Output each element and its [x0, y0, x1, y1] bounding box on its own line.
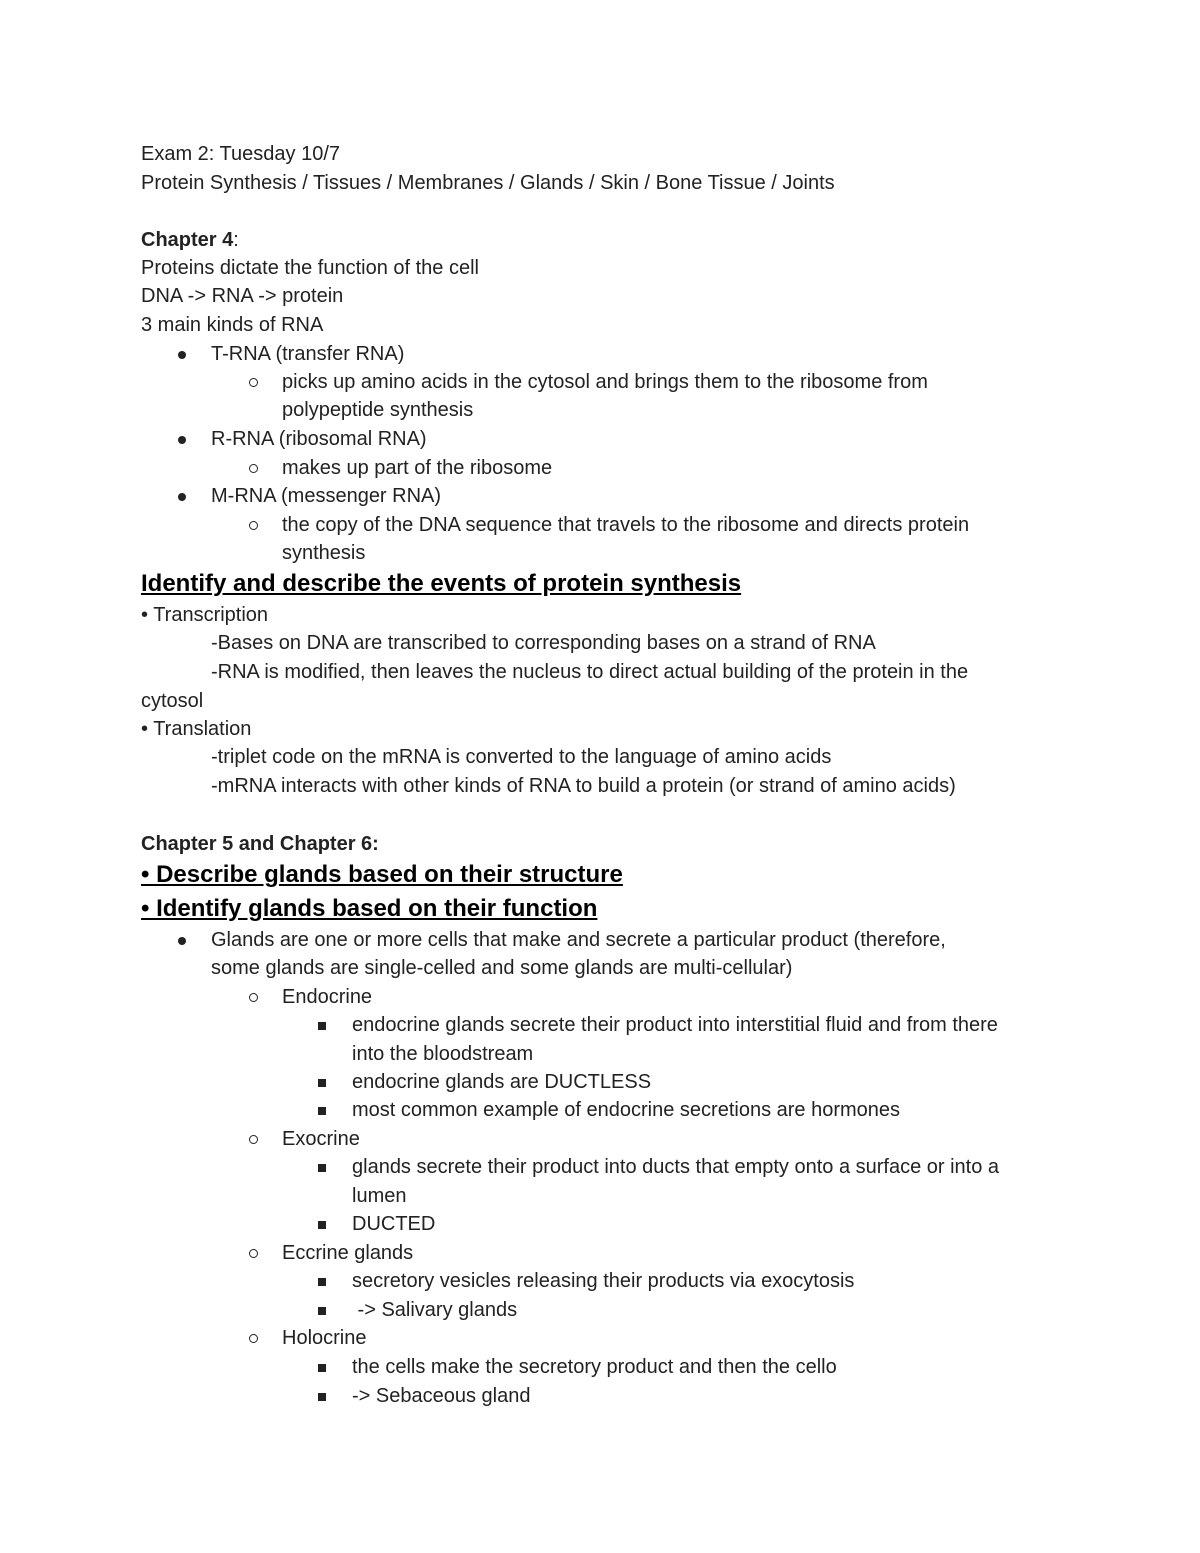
protein-synthesis-heading: Identify and describe the events of protein synthesis [141, 570, 742, 597]
exocrine-point-1: glands secrete their product into ducts that empty onto a surface or into a [352, 1156, 1000, 1178]
ch4-line-2: DNA -> RNA -> protein [141, 285, 344, 307]
bullet-dot-icon [178, 482, 186, 510]
bullet-square-icon [318, 1267, 326, 1295]
bullet-square-icon [318, 1068, 326, 1096]
holocrine-item: Holocrine [282, 1327, 367, 1349]
bullet-square-icon [318, 1011, 326, 1039]
bullet-square-icon [318, 1096, 326, 1124]
eccrine-point-2: -> Salivary glands [352, 1299, 518, 1321]
topics-line: Protein Synthesis / Tissues / Membranes / Glands / Skin / Bone Tissue / Joints [141, 172, 835, 194]
chapter-4-colon: : [233, 229, 239, 251]
trna-desc-1: picks up amino acids in the cytosol and brings them to the ribosome from [282, 371, 928, 393]
bullet-circle-icon [249, 511, 258, 539]
translation-point-2: -mRNA interacts with other kinds of RNA to build a protein (or strand of amino acids) [211, 775, 956, 797]
bullet-square-icon [318, 1296, 326, 1324]
exocrine-item: Exocrine [282, 1128, 360, 1150]
eccrine-point-1: secretory vesicles releasing their products via exocytosis [352, 1270, 855, 1292]
bullet-square-icon [318, 1382, 326, 1410]
translation-label: • Translation [141, 718, 252, 740]
endocrine-point-1: endocrine glands secrete their product into interstitial fluid and from there [352, 1014, 998, 1036]
glands-function-heading: • Identify glands based on their function [141, 895, 598, 922]
exocrine-point-2: DUCTED [352, 1213, 436, 1235]
exocrine-point-1-cont: lumen [352, 1185, 407, 1207]
glands-structure-heading: • Describe glands based on their structure [141, 861, 623, 888]
bullet-circle-icon [249, 1239, 258, 1267]
endocrine-point-2: endocrine glands are DUCTLESS [352, 1071, 652, 1093]
bullet-dot-icon [178, 340, 186, 368]
transcription-point-2: -RNA is modified, then leaves the nucleus to direct actual building of the protein in the [211, 661, 969, 683]
bullet-circle-icon [249, 454, 258, 482]
endocrine-point-1-cont: into the bloodstream [352, 1043, 534, 1065]
mrna-desc-1: the copy of the DNA sequence that travels to the ribosome and directs protein [282, 514, 970, 536]
holocrine-point-2: -> Sebaceous gland [352, 1385, 531, 1407]
bullet-square-icon [318, 1353, 326, 1381]
translation-point-1: -triplet code on the mRNA is converted to the language of amino acids [211, 746, 832, 768]
bullet-circle-icon [249, 983, 258, 1011]
glands-def-1: Glands are one or more cells that make and secrete a particular product (therefore, [211, 929, 946, 951]
chapter-5-6-heading: Chapter 5 and Chapter 6: [141, 833, 379, 855]
mrna-item: M-RNA (messenger RNA) [211, 485, 442, 507]
transcription-label: • Transcription [141, 604, 269, 626]
chapter-4-heading [141, 226, 239, 254]
bullet-square-icon [318, 1153, 326, 1181]
bullet-circle-icon [249, 1324, 258, 1352]
rrna-desc-1: makes up part of the ribosome [282, 457, 553, 479]
trna-item: T-RNA (transfer RNA) [211, 343, 405, 365]
glands-def-2: some glands are single-celled and some glands are multi-cellular) [211, 957, 793, 979]
ch4-line-1: Proteins dictate the function of the cell [141, 257, 479, 279]
holocrine-point-1: the cells make the secretory product and then the cello [352, 1356, 837, 1378]
trna-desc-2: polypeptide synthesis [282, 399, 474, 421]
eccrine-item: Eccrine glands [282, 1242, 414, 1264]
endocrine-item: Endocrine [282, 986, 373, 1008]
endocrine-point-3: most common example of endocrine secretions are hormones [352, 1099, 901, 1121]
exam-date: Exam 2: Tuesday 10/7 [141, 143, 341, 165]
bullet-dot-icon [178, 926, 186, 954]
bullet-circle-icon [249, 1125, 258, 1153]
bullet-square-icon [318, 1210, 326, 1238]
chapter-4-label: Chapter 4 [141, 229, 234, 251]
transcription-point-2-cont: cytosol [141, 690, 204, 712]
transcription-point-1: -Bases on DNA are transcribed to corresponding bases on a strand of RNA [211, 632, 876, 654]
bullet-circle-icon [249, 368, 258, 396]
ch4-line-3: 3 main kinds of RNA [141, 314, 324, 336]
bullet-dot-icon [178, 425, 186, 453]
mrna-desc-2: synthesis [282, 542, 366, 564]
rrna-item: R-RNA (ribosomal RNA) [211, 428, 427, 450]
